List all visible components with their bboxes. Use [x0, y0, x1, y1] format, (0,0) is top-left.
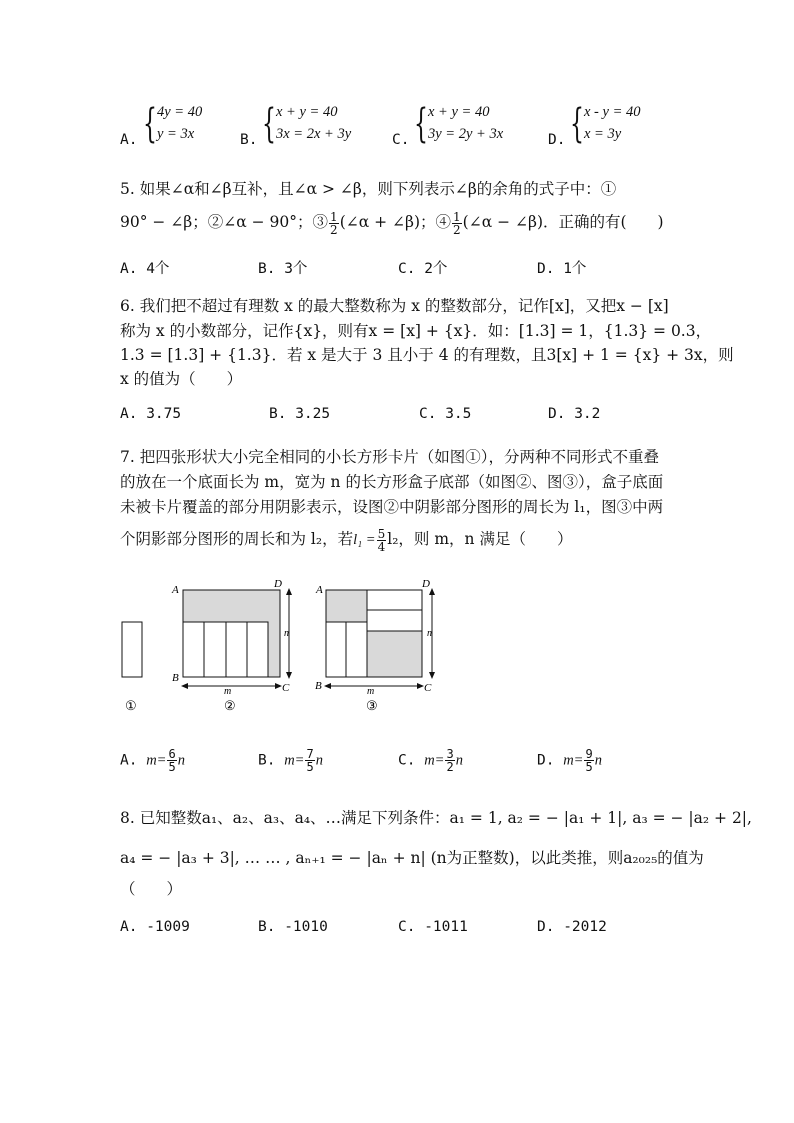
fig3-shade-bottom-right: [367, 631, 422, 677]
q7-c-label: C.: [398, 752, 416, 769]
q7-a-den: 5: [168, 760, 176, 774]
fig3-label-b: B: [315, 680, 322, 692]
q7-c-den: 2: [446, 760, 454, 774]
q7-line4-part-c: l₂，则 m，n 满足（ ）: [387, 530, 573, 548]
q7-d-num: 9: [585, 747, 593, 761]
q7-option-b: [258, 748, 323, 773]
q4-a-eq2: y = 3x: [157, 126, 195, 142]
fig2-label-n: n: [284, 628, 289, 639]
q4-option-d-label: D.: [548, 132, 566, 148]
q5-option-d: D. 1个: [537, 261, 587, 277]
q4-option-a-label: A.: [120, 132, 138, 148]
q7-d-lhs: m=: [563, 752, 584, 769]
q7-line4-part-a: 个阴影部分图形的周长和为 l₂，若: [120, 530, 354, 548]
q8-line2: a₄ = − |a₃ + 3|, … … , aₙ₊₁ = − |aₙ + n| (n为正整数)，以此类推，则a₂₀₂₅的值为: [120, 849, 704, 867]
q7-a-frac: [167, 748, 176, 773]
fig2-label-m: m: [224, 686, 232, 697]
q8-option-d: D. -2012: [537, 919, 607, 935]
q6-line1: 6. 我们把不超过有理数 x 的最大整数称为 x 的整数部分，记作[x]，又把x − [x]: [120, 297, 669, 315]
q5-frac1-num: 1: [330, 209, 338, 224]
q4-a-eq1: 4y = 40: [157, 104, 203, 120]
q4-b-eq2: 3x = 2x + 3y: [276, 126, 352, 142]
q4-c-eq2: 3y = 2y + 3x: [428, 126, 504, 142]
q7-b-den: 5: [306, 760, 314, 774]
q8-line3: （ ）: [120, 880, 183, 898]
fig3-caption: ③: [366, 698, 378, 713]
brace-icon: {: [143, 101, 157, 147]
brace-icon: {: [262, 101, 276, 147]
q7-line2: 的放在一个底面长为 m，宽为 n 的长方形盒子底部（如图②、图③），盒子底面: [120, 473, 664, 491]
q5-fraction-2: [452, 211, 462, 236]
q7-option-d: [537, 748, 602, 773]
q7-fraction: [377, 528, 387, 553]
q7-d-den: 5: [585, 760, 593, 774]
q7-frac-num: 5: [377, 526, 386, 541]
q7-a-label: A.: [120, 752, 138, 769]
q6-line4: x 的值为（ ）: [120, 370, 243, 388]
q5-line2-part-b: (∠α + ∠β)；④: [339, 213, 452, 231]
q7-line1: 7. 把四张形状大小完全相同的小长方形卡片（如图①），分两种不同形式不重叠: [120, 448, 659, 466]
q5-line2-part-a: 90° − ∠β；②∠α − 90°；③: [120, 213, 329, 231]
fig3-label-d: D: [422, 578, 430, 590]
q7-d-rhs: n: [594, 752, 602, 769]
q8-option-c: C. -1011: [398, 919, 468, 935]
q6-line3: 1.3 = [1.3] + {1.3}．若 x 是大于 3 且小于 4 的有理数，且3[x] + 1 = {x} + 3x，则: [120, 346, 734, 364]
q6-line2: 称为 x 的小数部分，记作{x}，则有x = [x] + {x}．如：[1.3] = 1，{1.3} = 0.3，: [120, 322, 712, 340]
q7-b-frac: [305, 748, 314, 773]
q7-a-num: 6: [168, 747, 176, 761]
q7-b-rhs: n: [315, 752, 323, 769]
fig3-label-a: A: [316, 584, 323, 596]
q5-option-a: A. 4个: [120, 261, 170, 277]
q5-option-c: C. 2个: [398, 261, 448, 277]
q4-option-b-label: B.: [240, 132, 258, 148]
q5-frac2-num: 1: [453, 209, 461, 224]
q7-line4: [120, 527, 572, 553]
q5-fraction-1: [329, 211, 339, 236]
fig3-label-n: n: [427, 628, 432, 639]
q6-option-d: D. 3.2: [548, 406, 601, 422]
fig2-label-a: A: [172, 584, 179, 596]
q6-option-a: A. 3.75: [120, 406, 182, 422]
fig1-caption: ①: [125, 698, 137, 713]
fig3-label-m: m: [367, 686, 375, 697]
q7-line3: 未被卡片覆盖的部分用阴影表示，设图②中阴影部分图形的周长为 l₁，图③中两: [120, 498, 664, 516]
q7-b-lhs: m=: [284, 752, 305, 769]
fig2-caption: ②: [224, 698, 236, 713]
q5-line1: 5. 如果∠α和∠β互补，且∠α > ∠β，则下列表示∠β的余角的式子中：①: [120, 180, 617, 198]
q5-frac2-den: 2: [453, 222, 461, 237]
fig3-label-c: C: [424, 682, 432, 694]
q7-d-label: D.: [537, 752, 555, 769]
q8-option-a: A. -1009: [120, 919, 190, 935]
q5-line2-part-c: (∠α − ∠β)．正确的有( ): [462, 213, 664, 231]
q8-line1: 8. 已知整数a₁、a₂、a₃、a₄、…满足下列条件：a₁ = 1, a₂ = − |a₁ + 1|, a₃ = − |a₂ + 2|,: [120, 809, 752, 827]
q4-d-eq2: x = 3y: [584, 126, 622, 142]
q6-option-c: C. 3.5: [419, 406, 472, 422]
q8-option-b: B. -1010: [258, 919, 328, 935]
q7-c-rhs: n: [455, 752, 463, 769]
q7-a-lhs: m=: [146, 752, 167, 769]
q4-d-eq1: x - y = 40: [584, 104, 641, 120]
q7-c-frac: [445, 748, 454, 773]
q7-b-num: 7: [306, 747, 314, 761]
brace-icon: {: [414, 101, 428, 147]
q5-frac1-den: 2: [330, 222, 338, 237]
fig2-label-c: C: [282, 682, 290, 694]
q4-option-c-label: C.: [392, 132, 410, 148]
q7-option-c: [398, 748, 463, 773]
q7-c-lhs: m=: [424, 752, 445, 769]
fig2-label-b: B: [172, 672, 179, 684]
fig1-card: [122, 622, 142, 677]
q7-b-label: B.: [258, 752, 276, 769]
q7-a-rhs: n: [177, 752, 185, 769]
q7-c-num: 3: [446, 747, 454, 761]
q4-b-eq1: x + y = 40: [276, 104, 338, 120]
q5-line2: [120, 210, 664, 236]
q7-figures: [110, 570, 450, 715]
q7-line4-l1: l₁ =: [353, 532, 376, 548]
q4-c-eq1: x + y = 40: [428, 104, 490, 120]
fig2-label-d: D: [274, 578, 282, 590]
fig3-shade-top-left: [326, 590, 367, 622]
q7-option-a: [120, 748, 185, 773]
q5-option-b: B. 3个: [258, 261, 308, 277]
brace-icon: {: [570, 101, 584, 147]
q7-frac-den: 4: [377, 539, 386, 554]
q7-d-frac: [584, 748, 593, 773]
q6-option-b: B. 3.25: [269, 406, 331, 422]
